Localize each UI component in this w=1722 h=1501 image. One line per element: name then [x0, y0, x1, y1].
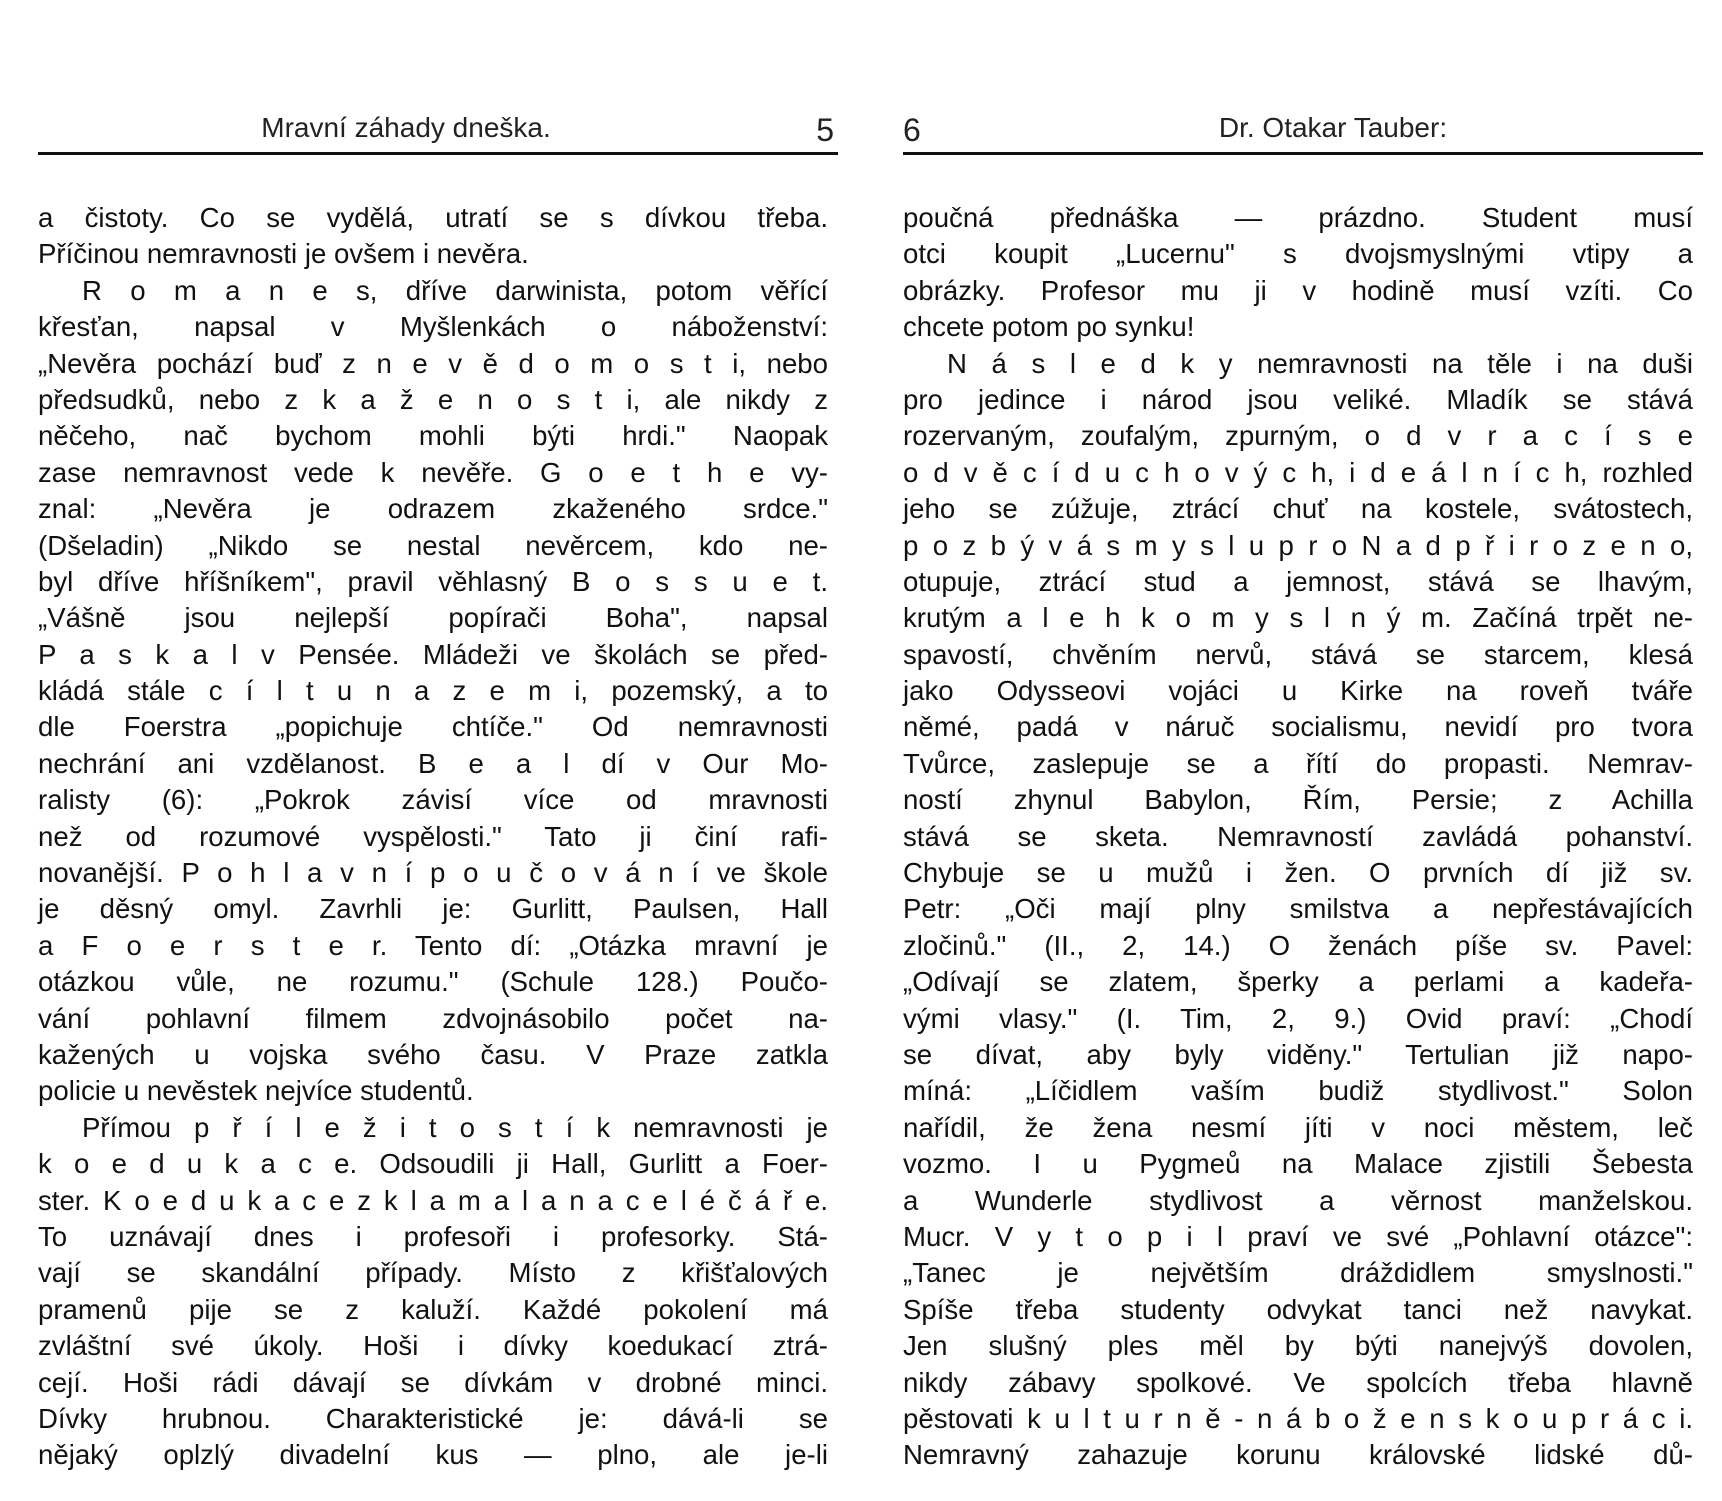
left-page-number: 5 — [816, 112, 834, 148]
text-line: a čistoty. Co se vydělá, utratí se s dívkou třeba. — [38, 202, 828, 233]
text-line: policie u nevěstek nejvíce studentů. — [38, 1075, 474, 1107]
text-line: krutým a l e h k o m y s l n ý m. Začíná trpět ne- — [903, 602, 1693, 634]
text-line: poučná přednáška — prázdno. Student musí — [903, 202, 1693, 233]
text-line: zase nemravnost vede k nevěře. G o e t h e vy- — [38, 456, 828, 488]
text-line: vají se skandální případy. Místo z křišťalových — [38, 1257, 828, 1289]
right-header-rule — [903, 152, 1703, 155]
text-line: Petr: „Oči mají plny smilstva a nepřestávajících — [903, 893, 1693, 925]
left-header-rule — [38, 152, 838, 155]
text-line: To uznávají dnes i profesoři i profesorky. Stá- — [38, 1220, 828, 1252]
text-line: jako Odysseovi vojáci u Kirke na roveň tváře — [903, 675, 1693, 707]
text-line: „Nevěra pochází buď z n e v ě d o m o s t i, nebo — [38, 347, 828, 379]
left-page — [38, 0, 834, 1501]
text-line: R o m a n e s, dříve darwinista, potom věřící — [82, 274, 828, 306]
right-running-title: Dr. Otakar Tauber: — [1218, 112, 1448, 143]
text-line: Spíše třeba studenty odvykat tanci než navykat. — [903, 1293, 1693, 1325]
text-line: „Vášně jsou nejlepší popírači Boha", napsal — [38, 602, 828, 634]
text-line: o d v ě c í d u c h o v ý c h, i d e á l n í c h, rozhled — [903, 456, 1693, 488]
text-line: pramenů pije se z kaluží. Každé pokolení má — [38, 1293, 828, 1325]
text-line: Přímou p ř í l e ž i t o s t í k nemravnosti je — [82, 1111, 828, 1143]
text-line: nařídil, že žena nesmí jíti v noci městem, leč — [903, 1111, 1693, 1143]
text-line: Chybuje se u mužů i žen. O prvních dí již sv. — [903, 857, 1693, 889]
text-line: nějaký oplzlý divadelní kus — plno, ale je-li — [38, 1439, 828, 1471]
text-line: něčeho, nač bychom mohli býti hrdi." Naopak — [38, 420, 828, 452]
text-line: jeho se zúžuje, ztrácí chuť na kostele, svátostech, — [903, 493, 1693, 525]
text-line: byl dříve hříšníkem", pravil věhlasný B o s s u e t. — [38, 565, 828, 597]
text-line: Příčinou nemravnosti je ovšem i nevěra. — [38, 238, 529, 270]
text-line: kažených u vojska svého času. V Praze zatkla — [38, 1038, 828, 1070]
text-line: a Wunderle stydlivost a věrnost manželskou. — [903, 1184, 1693, 1216]
left-running-title: Mravní záhady dneška. — [261, 112, 551, 143]
text-line: nikdy zábavy spolkové. Ve spolcích třeba hlavně — [903, 1366, 1693, 1398]
text-line: němé, padá v náruč socialismu, nevidí pro tvora — [903, 711, 1693, 743]
text-line: pro jedince i národ jsou veliké. Mladík se stává — [903, 383, 1693, 415]
right-running-head — [903, 112, 1703, 152]
text-line: křesťan, napsal v Myšlenkách o náboženství: — [38, 311, 828, 343]
text-line: než od rozumové vyspělosti." Tato ji činí rafi- — [38, 820, 828, 852]
text-line: vání pohlavní filmem zdvojnásobilo počet na- — [38, 1002, 828, 1034]
text-line: Nemravný zahazuje korunu královské lidské dů- — [903, 1439, 1693, 1471]
text-line: spavostí, chvěním nervů, stává se starcem, klesá — [903, 638, 1693, 670]
text-line: předsudků, nebo z k a ž e n o s t i, ale nikdy z — [38, 383, 828, 415]
text-line: pěstovati k u l t u r n ě - n á b o ž e n s k o u p r á c i. — [903, 1402, 1693, 1434]
text-line: Dívky hrubnou. Charakteristické je: dává-li se — [38, 1402, 828, 1434]
text-line: k o e d u k a c e. Odsoudili ji Hall, Gurlitt a Foer- — [38, 1148, 828, 1180]
text-line: otázkou vůle, ne rozumu." (Schule 128.) Poučo- — [38, 966, 828, 998]
text-line: N á s l e d k y nemravnosti na těle i na duši — [947, 347, 1693, 379]
text-line: P a s k a l v Pensée. Mládeži ve školách se před- — [38, 638, 828, 670]
text-line: dle Foerstra „popichuje chtíče." Od nemravnosti — [38, 711, 828, 743]
text-line: Mucr. V y t o p i l praví ve své „Pohlavní otázce": — [903, 1220, 1693, 1252]
left-body-text — [38, 200, 828, 1474]
text-line: nechrání ani vzdělanost. B e a l dí v Our Mo- — [38, 747, 828, 779]
text-line: otci koupit „Lucernu" s dvojsmyslnými vtipy a — [903, 238, 1693, 270]
text-line: ností zhynul Babylon, Řím, Persie; z Achilla — [903, 784, 1693, 816]
text-line: se dívat, aby byly viděny." Tertulian již napo- — [903, 1038, 1693, 1070]
text-line: otupuje, ztrácí stud a jemnost, stává se lhavým, — [903, 565, 1693, 597]
text-line: vozmo. I u Pygmeů na Malace zjistili Šebesta — [903, 1148, 1693, 1180]
text-line: Jen slušný ples měl by býti nanejvýš dovolen, — [903, 1330, 1693, 1362]
text-line: kládá stále c í l t u n a z e m i, pozemský, a to — [38, 675, 828, 707]
text-line: vými vlasy." (I. Tim, 2, 9.) Ovid praví: „Chodí — [903, 1002, 1693, 1034]
text-line: „Tanec je největším dráždidlem smyslnosti." — [903, 1257, 1693, 1289]
text-line: (Dšeladin) „Nikdo se nestal nevěrcem, kdo ne- — [38, 529, 828, 561]
right-body-text — [903, 200, 1693, 1474]
text-line: stává se sketa. Nemravností zavládá pohanství. — [903, 820, 1693, 852]
text-line: je děsný omyl. Zavrhli je: Gurlitt, Paulsen, Hall — [38, 893, 828, 925]
text-line: a F o e r s t e r. Tento dí: „Otázka mravní je — [38, 929, 828, 961]
text-line: Tvůrce, zaslepuje se a řítí do propasti. Nemrav- — [903, 747, 1693, 779]
text-line: znal: „Nevěra je odrazem zkaženého srdce." — [38, 493, 828, 525]
text-line: ster. K o e d u k a c e z k l a m a l a n a c e l é č á ř e. — [38, 1184, 828, 1216]
text-line: zvláštní své úkoly. Hoši i dívky koedukací ztrá- — [38, 1330, 828, 1362]
text-line: chcete potom po synku! — [903, 311, 1195, 343]
text-line: ralisty (6): „Pokrok závisí více od mravnosti — [38, 784, 828, 816]
text-line: „Odívají se zlatem, šperky a perlami a kadeřa- — [903, 966, 1693, 998]
text-line: cejí. Hoši rádi dávají se dívkám v drobné minci. — [38, 1366, 828, 1398]
text-line: rozervaným, zoufalým, zpurným, o d v r a c í s e — [903, 420, 1693, 452]
text-line: míná: „Líčidlem vaším budiž stydlivost." Solon — [903, 1075, 1693, 1107]
text-line: obrázky. Profesor mu ji v hodině musí vzíti. Co — [903, 274, 1693, 306]
left-running-head — [38, 112, 834, 152]
text-line: zločinů." (II., 2, 14.) O ženách píše sv. Pavel: — [903, 929, 1693, 961]
text-line: p o z b ý v á s m y s l u p r o N a d p ř i r o z e n o, — [903, 529, 1693, 561]
right-page — [903, 0, 1693, 1501]
text-line: novanější. P o h l a v n í p o u č o v á n í ve škole — [38, 857, 828, 889]
right-page-number: 6 — [903, 112, 921, 148]
